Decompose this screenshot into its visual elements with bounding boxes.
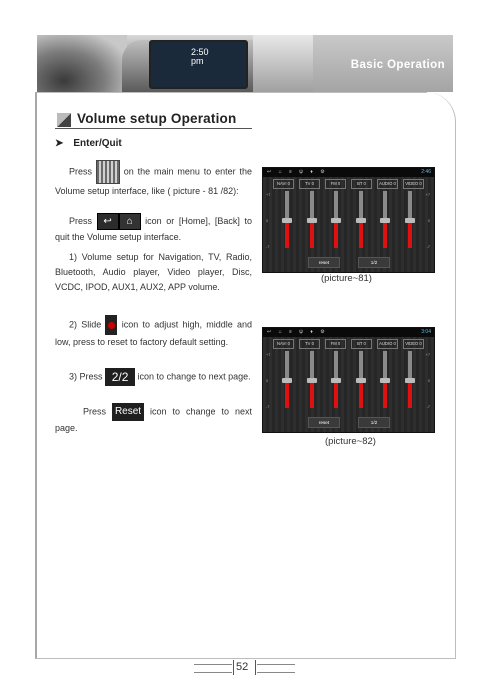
p3-text: 1) Volume setup for Navigation, TV, Radio, Bluetooth, Audio player, Video player, Disc, VCDC, IPOD, AUX1, AUX2, APP volume. bbox=[55, 252, 252, 292]
volume-slider-knob[interactable] bbox=[356, 378, 366, 383]
reset-icon: Reset bbox=[112, 403, 144, 421]
paragraph-slide bbox=[55, 315, 252, 350]
channel-labels bbox=[273, 339, 424, 348]
volume-slider-track[interactable] bbox=[334, 191, 338, 248]
p6-text: icon to change to next page. bbox=[55, 406, 252, 433]
p4-text: icon to adjust high, middle and low, press to reset to factory default setting. bbox=[55, 319, 252, 347]
dashboard-right-shape bbox=[253, 35, 313, 92]
chapter-tab-label: Basic Operation bbox=[350, 59, 445, 71]
volume-slider-track[interactable] bbox=[334, 351, 338, 408]
p5-lead: 3) Press bbox=[69, 371, 103, 382]
volume-slider-fill bbox=[334, 379, 338, 408]
scale-bottom: -7 bbox=[266, 405, 270, 409]
channel-label: VIDEO 0 bbox=[403, 339, 424, 349]
volume-slider-knob[interactable] bbox=[307, 218, 317, 223]
caption-picture-82: (picture~82) bbox=[325, 436, 376, 447]
volume-slider-fill bbox=[359, 379, 363, 408]
subheading bbox=[55, 138, 122, 149]
volume-slider-track[interactable] bbox=[310, 191, 314, 248]
scale-top: +7 bbox=[266, 353, 271, 357]
volume-slider-fill bbox=[310, 219, 314, 248]
scale-mid: 0 bbox=[266, 379, 269, 383]
arrow-icon: ➤ bbox=[55, 138, 64, 149]
scale-bottom-right: -7 bbox=[426, 245, 430, 249]
volume-panel bbox=[263, 177, 434, 272]
section-title bbox=[55, 110, 252, 129]
screenshot-picture-81 bbox=[262, 167, 435, 273]
reset-button[interactable]: reset bbox=[308, 417, 340, 428]
scale-bottom-right: -7 bbox=[426, 405, 430, 409]
equalizer-icon bbox=[96, 160, 120, 184]
screenshot-picture-82 bbox=[262, 327, 435, 433]
footer-separator-left bbox=[233, 660, 234, 675]
channel-label: TV 0 bbox=[299, 179, 320, 189]
volume-slider-track[interactable] bbox=[383, 191, 387, 248]
volume-slider-fill bbox=[359, 219, 363, 248]
section-title-text: Volume setup Operation bbox=[77, 111, 237, 126]
header-car-photo bbox=[37, 35, 313, 92]
status-icons: ↩ ⌂ ≡ ψ ♦ ⚙ bbox=[267, 329, 328, 335]
home-icon: ⌂ bbox=[119, 213, 141, 230]
volume-slider-knob[interactable] bbox=[307, 378, 317, 383]
page-button[interactable]: 1/2 bbox=[358, 417, 390, 428]
reset-button[interactable]: reset bbox=[308, 257, 340, 268]
page-footer bbox=[194, 660, 294, 678]
scale-top-right: +7 bbox=[425, 193, 430, 197]
channel-label: FM 0 bbox=[325, 179, 346, 189]
paragraph-page bbox=[55, 368, 252, 386]
p4-lead: 2) Slide bbox=[69, 319, 102, 330]
scale-mid-right: 0 bbox=[427, 379, 430, 383]
volume-slider-knob[interactable] bbox=[380, 218, 390, 223]
volume-slider-track[interactable] bbox=[285, 191, 289, 248]
volume-slider-knob[interactable] bbox=[331, 218, 341, 223]
scale-top: +7 bbox=[266, 193, 271, 197]
page-button[interactable]: 1/2 bbox=[358, 257, 390, 268]
paragraph-reset bbox=[55, 403, 252, 436]
volume-slider-knob[interactable] bbox=[405, 218, 415, 223]
volume-slider-knob[interactable] bbox=[282, 218, 292, 223]
subheading-text: Enter/Quit bbox=[73, 138, 122, 149]
volume-slider-fill bbox=[285, 379, 289, 408]
p1-lead: Press bbox=[69, 166, 93, 177]
volume-slider-fill bbox=[334, 219, 338, 248]
footer-separator-right bbox=[255, 660, 256, 675]
volume-panel bbox=[263, 337, 434, 432]
volume-slider-fill bbox=[408, 379, 412, 408]
section-title-marker bbox=[57, 113, 71, 127]
volume-slider-fill bbox=[383, 219, 387, 248]
status-icons: ↩ ⌂ ≡ ψ ♦ ⚙ bbox=[267, 169, 328, 175]
volume-slider-track[interactable] bbox=[359, 191, 363, 248]
paragraph-enter bbox=[55, 160, 252, 199]
volume-slider-fill bbox=[408, 219, 412, 248]
p2-lead: Press bbox=[69, 215, 93, 226]
volume-slider-fill bbox=[285, 219, 289, 248]
volume-slider-track[interactable] bbox=[408, 351, 412, 408]
volume-slider-knob[interactable] bbox=[282, 378, 292, 383]
channel-label: AUDIO 0 bbox=[377, 179, 398, 189]
chapter-tab bbox=[313, 35, 453, 92]
p2-text: icon or [Home], [Back] to quit the Volume setup interface. bbox=[55, 215, 252, 242]
page-number: 52 bbox=[236, 661, 249, 673]
head-unit-clock: 2:50 pm bbox=[191, 47, 209, 66]
footer-rule-right bbox=[257, 664, 295, 673]
scale-top-right: +7 bbox=[425, 353, 430, 357]
back-icon: ↩ bbox=[97, 213, 119, 230]
slider-tracks bbox=[279, 191, 418, 248]
p5-text: icon to change to next page. bbox=[137, 371, 251, 382]
status-time: 2:46 bbox=[421, 169, 431, 175]
channel-label: NAVI 0 bbox=[273, 339, 294, 349]
paragraph-quit bbox=[55, 213, 252, 245]
volume-slider-fill bbox=[383, 379, 387, 408]
status-bar bbox=[263, 328, 434, 337]
paragraph-sources bbox=[55, 250, 252, 295]
channel-label: BT 0 bbox=[351, 179, 372, 189]
page-icon: 2/2 bbox=[105, 368, 135, 386]
p6-lead: Press bbox=[83, 406, 107, 417]
volume-slider-knob[interactable] bbox=[331, 378, 341, 383]
head-unit-screen bbox=[149, 40, 248, 89]
p1-text: on the main menu to enter the Volume setup interface, like ( picture - 81 /82): bbox=[55, 166, 252, 196]
steering-wheel-shape bbox=[37, 35, 127, 92]
channel-labels bbox=[273, 179, 424, 188]
volume-slider-knob[interactable] bbox=[356, 218, 366, 223]
volume-slider-track[interactable] bbox=[285, 351, 289, 408]
slider-tracks bbox=[279, 351, 418, 408]
scale-mid: 0 bbox=[266, 219, 269, 223]
channel-label: NAVI 0 bbox=[273, 179, 294, 189]
status-time: 3:04 bbox=[421, 329, 431, 335]
volume-slider-knob[interactable] bbox=[380, 378, 390, 383]
volume-slider-track[interactable] bbox=[310, 351, 314, 408]
scale-mid-right: 0 bbox=[427, 219, 430, 223]
volume-slider-track[interactable] bbox=[383, 351, 387, 408]
footer-rule-left bbox=[194, 664, 232, 673]
slider-knob-icon bbox=[105, 315, 117, 335]
channel-label: AUDIO 0 bbox=[377, 339, 398, 349]
channel-label: VIDEO 0 bbox=[403, 179, 424, 189]
volume-slider-knob[interactable] bbox=[405, 378, 415, 383]
volume-slider-fill bbox=[310, 379, 314, 408]
volume-slider-track[interactable] bbox=[408, 191, 412, 248]
scale-bottom: -7 bbox=[266, 245, 270, 249]
volume-slider-track[interactable] bbox=[359, 351, 363, 408]
caption-picture-81: (picture~81) bbox=[321, 273, 372, 284]
channel-label: TV 0 bbox=[299, 339, 320, 349]
status-bar bbox=[263, 168, 434, 177]
channel-label: FM 0 bbox=[325, 339, 346, 349]
channel-label: BT 0 bbox=[351, 339, 372, 349]
